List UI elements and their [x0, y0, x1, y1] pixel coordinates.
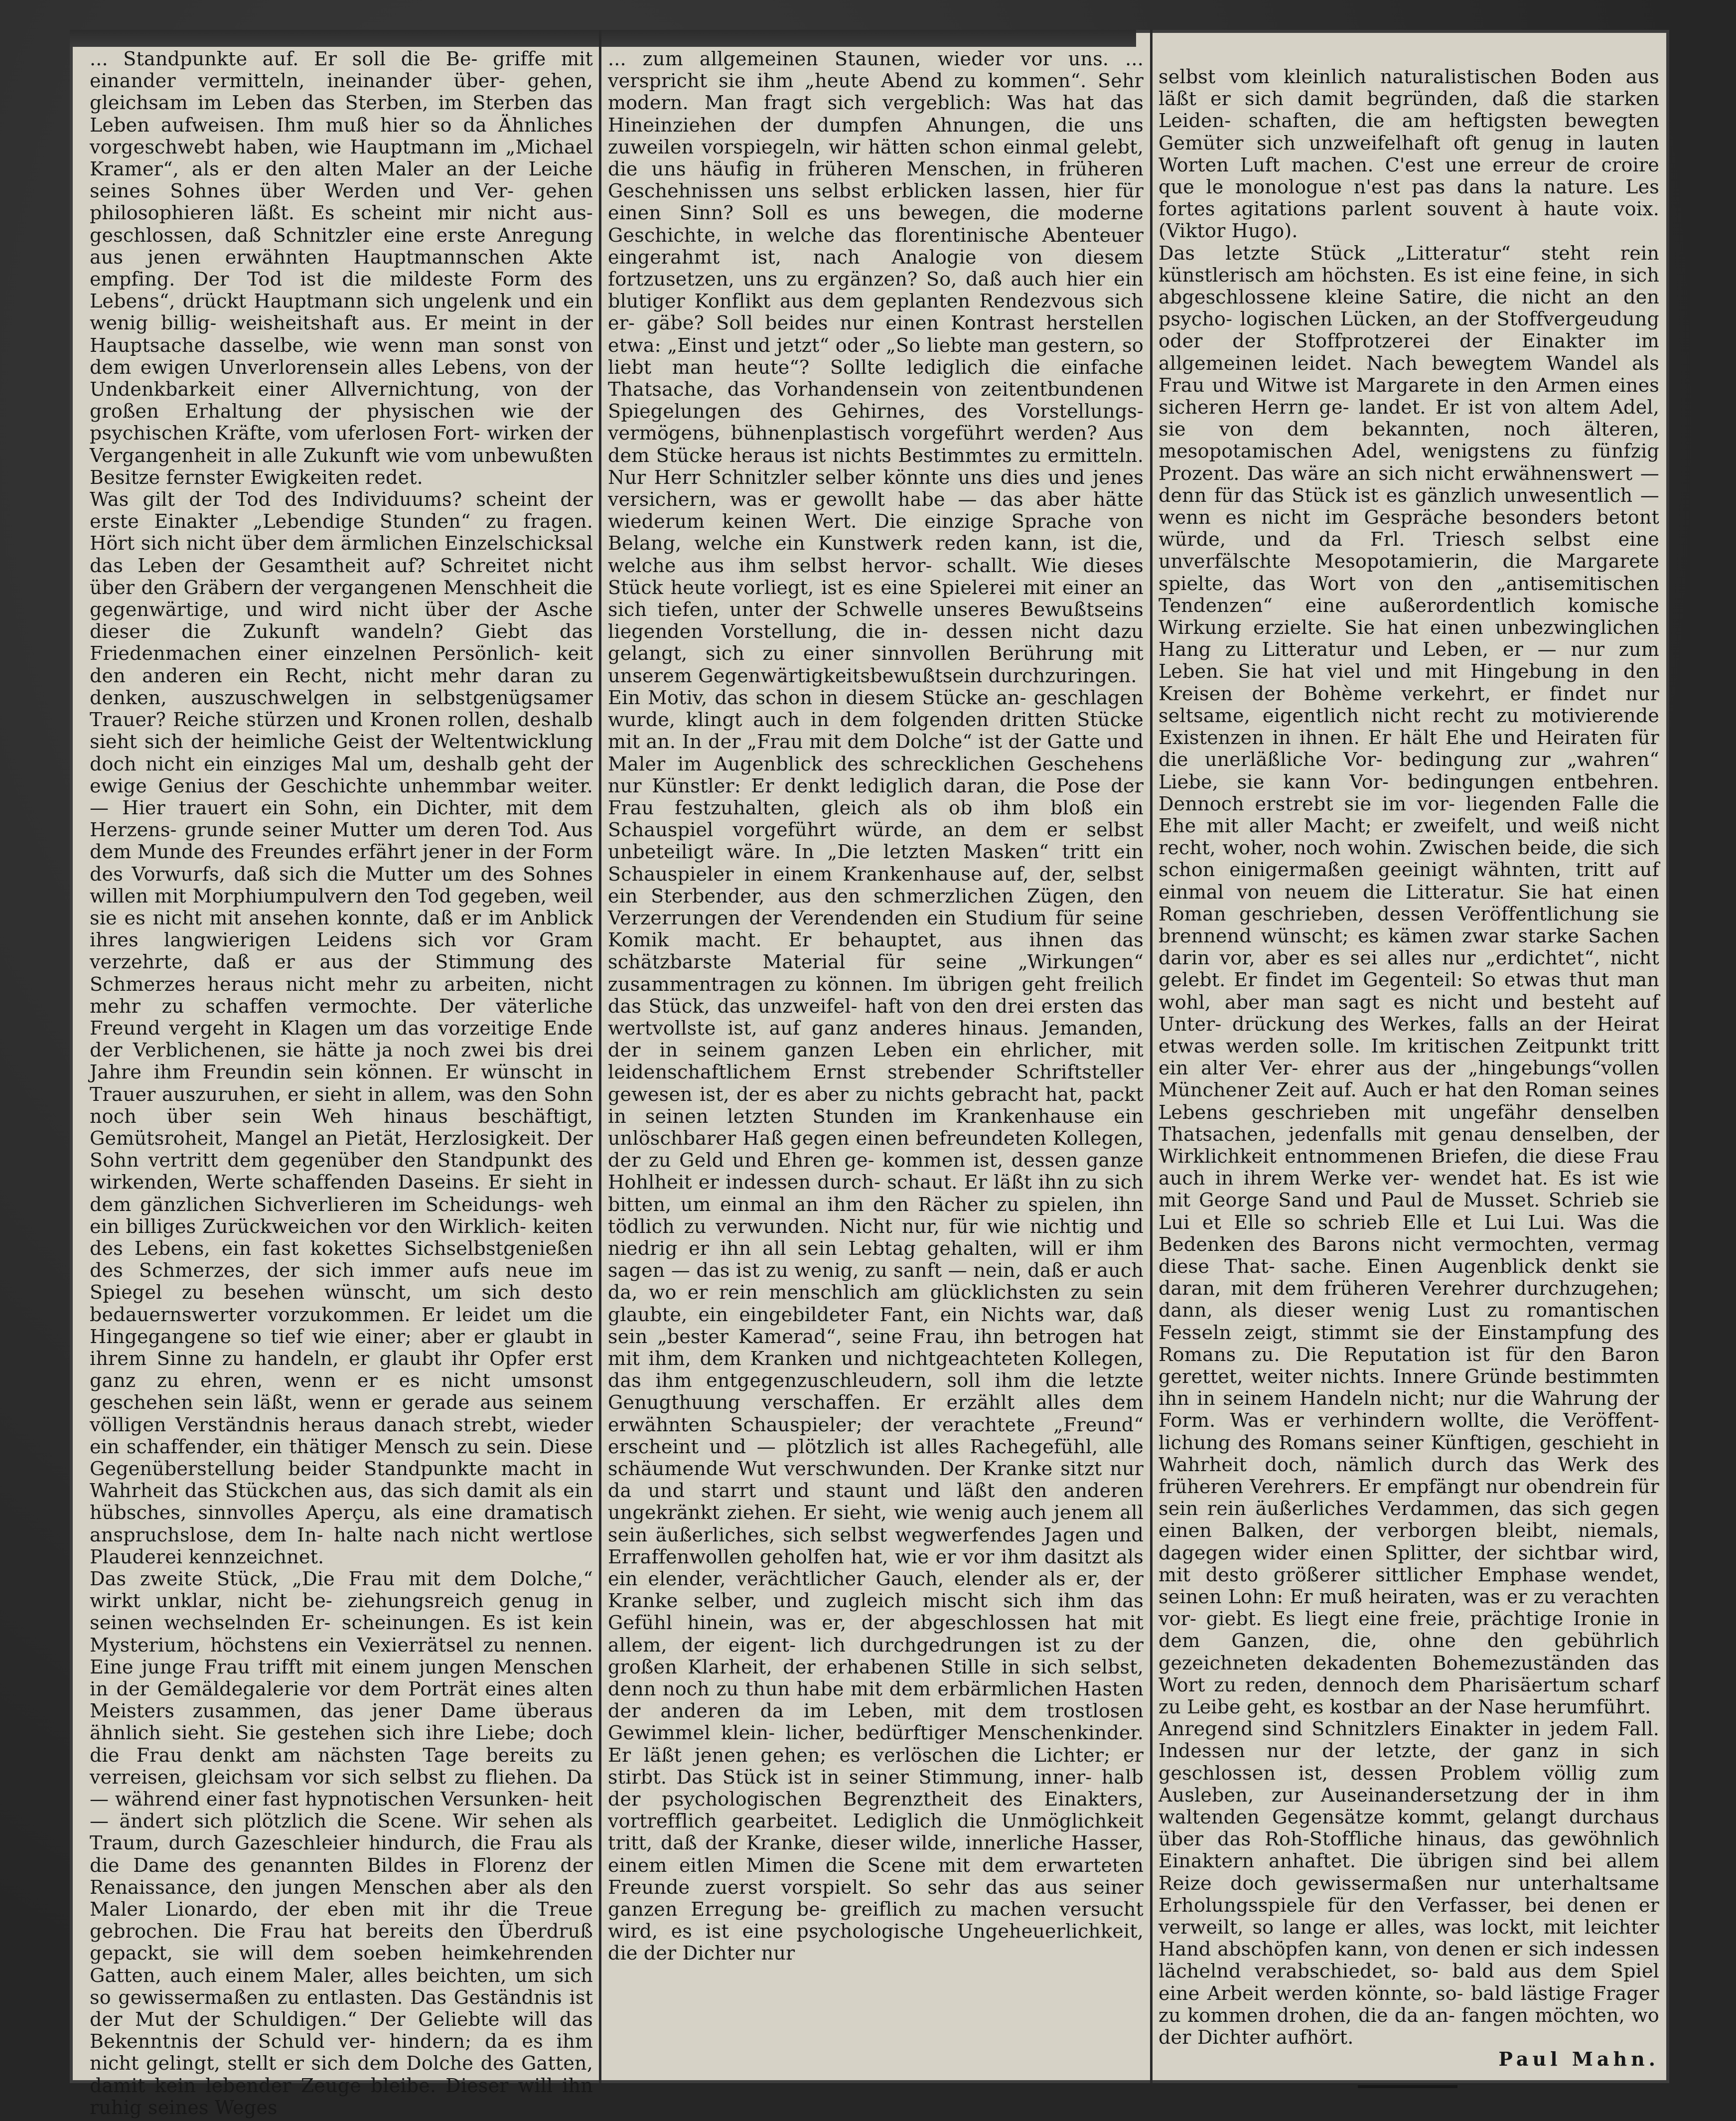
newspaper-clipping [70, 30, 1669, 2119]
column-left [90, 30, 593, 2119]
paragraph: Ein Motiv, das schon in diesem Stücke an- geschlagen wurde, klingt auch in dem folgenden dritten Stücke mit an. In der „Frau mit dem Dolche“ ist der Gatte und Maler im Augenblick des schrecklichen Geschehens nur Künstler: Er denkt lediglich daran, die Pose der Frau festzuhalten, gleich als ob ihm bloß ein Schauspiel vorgeführt würde, an dem er selbst unbeteiligt wäre. In „Die letzten Masken“ tritt ein Schauspieler in einem Krankenhause auf, der, selbst ein Sterbender, aus den schmerzlichen Zügen, den Verzerrungen der Verendenden ein Studium für seine Komik macht. Er behauptet, aus ihnen das schätzbarste Material für seine „Wirkungen“ zusammentragen zu können. Im übrigen geht freilich das Stück, das unzweifel- haft von den drei ersten das wertvollste ist, auf ganz anderes hinaus. Jemanden, der in seinem ganzen Leben ein ehrlicher, mit leidenschaftlichem Ernst strebender Schriftsteller gewesen ist, der es aber zu nichts gebracht hat, packt in seinen letzten Stunden im Krankenhause ein unlöschbarer Haß gegen einen befreundeten Kollegen, der zu Geld und Ehren ge- kommen ist, dessen ganze Hohlheit er indessen durch- schaut. Er läßt ihn zu sich bitten, um einmal an ihm den Rächer zu spielen, ihn tödlich zu verwunden. Nicht nur, für wie nichtig und niedrig er ihn all sein Lebtag gehalten, will er ihm sagen — das ist zu wenig, zu sanft — nein, daß er auch da, wo er rein menschlich am glücklichsten zu sein glaubte, ein eingebildeter Fant, ein Nichts war, daß sein „bester Kamerad“, seine Frau, ihn betrogen hat mit ihm, dem Kranken und nichtgeachteten Kollegen, das ihm entgegenzuschleudern, soll ihm die letzte Genugthuung verschaffen. Er erzählt alles dem erwähnten Schauspieler; der verachtete „Freund“ erscheint und — plötzlich ist alles Rachegefühl, alle schäumende Wut verschwunden. Der Kranke sitzt nur da und starrt und staunt und läßt den anderen ungekränkt ziehen. Er sieht, wie wenig auch jenem all sein äußerliches, sich selbst wegwerfendes Jagen und Erraffenwollen geholfen hat, wie er vor ihm dasitzt als ein elender, verächtlicher Gauch, elender als er, der Kranke selber, und zugleich mischt sich ihm das Gefühl hinein, was er, der abgeschlossen hat mit allem, der eigent- lich durchgedrungen ist zu der großen Klarheit, der erhabenen Stille in sich selbst, denn noch zu thun habe mit dem erbärmlichen Hasten der anderen da im Leben, mit dem trostlosen Gewimmel klein- licher, bedürftiger Menschenkinder. Er läßt jenen gehen; es verlöschen die Lichter; er stirbt. Das Stück ist in seiner Stimmung, inner- halb der psychologischen Begrenztheit des Einakters, vortrefflich gearbeitet. Lediglich die Unmöglichkeit tritt, daß der Kranke, dieser wilde, innerliche Hasser, einem eitlen Mimen die Scene mit dem erwarteten Freunde zuerst vorspielt. So sehr das aus seiner ganzen Erregung be- greiflich zu machen versucht wird, es ist eine psychologische Ungeheuerlichkeit, die der Dichter nur [608, 686, 1144, 1965]
paragraph: ... zum allgemeinen Staunen, wieder vor uns. ... verspricht sie ihm „heute Abend zu kommen“. Sehr modern. Man fragt sich vergeblich: Was hat das Hineinziehen der dumpfen Ahnungen, die uns zuweilen vorspiegeln, wir hätten schon einmal gelebt, die uns häufig in früheren Menschen, in früheren Geschehnissen uns selbst erblicken lassen, hier für einen Sinn? Soll es uns bewegen, die moderne Geschichte, in welche das florentinische Abenteuer eingerahmt ist, nach Analogie von diesem fortzusetzen, uns zu ergänzen? So, daß auch hier ein blutiger Konflikt aus dem geplanten Rendezvous sich er- gäbe? Soll beides nur einen Kontrast herstellen etwa: „Einst und jetzt“ oder „So liebte man gestern, so liebt man heute“? Sollte lediglich die einfache Thatsache, das Vorhandensein von zeitentbundenen Spiegelungen des Gehirnes, des Vorstellungs- vermögens, bühnenplastisch vorgeführt werden? Aus dem Stücke heraus ist nichts Bestimmtes zu ermitteln. Nur Herr Schnitzler selber könnte uns dies und jenes versichern, was er gewollt habe — das aber hätte wiederum keinen Wert. Die einzige Sprache von Belang, welche ein Kunstwerk reden kann, ist die, welche aus ihm selbst hervor- schallt. Wie dieses Stück heute vorliegt, ist es eine Spielerei mit einer an sich tiefen, unter der Schwelle unseres Bewußtseins liegenden Vorstellung, die in- dessen nicht dazu gelangt, sich zu einer sinnvollen Berührung mit unserem Gegenwärtigkeitsbewußtsein durchzuringen. [608, 48, 1144, 687]
paragraph: Was gilt der Tod des Individuums? scheint der erste Einakter „Lebendige Stunden“ zu fragen. Hört sich nicht über dem ärmlichen Einzelschicksal das Leben der Gesamtheit auf? Schreitet nicht über den Gräbern der vergangenen Menschheit die gegenwärtige, und wird nicht über der Asche dieser die Zukunft wandeln? Giebt das Friedenmachen einer einzelnen Persönlich- keit den anderen ein Recht, nicht mehr daran zu denken, auszuschwelgen in selbstgenügsamer Trauer? Reiche stürzen und Kronen rollen, deshalb sieht sich der heimliche Geist der Weltentwicklung doch nicht ein einziges Mal um, deshalb geht der ewige Genius der Geschichte unhemmbar weiter. — Hier trauert ein Sohn, ein Dichter, mit dem Herzens- grunde seiner Mutter um deren Tod. Aus dem Munde des Freundes erfährt jener in der Form des Vorwurfs, daß sich die Mutter um des Sohnes willen mit Morphiumpulvern den Tod gegeben, weil sie es nicht mit ansehen konnte, daß er im Anblick ihres langwierigen Leidens sich vor Gram verzehrte, daß er aus der Stimmung des Schmerzes heraus nicht mehr zu arbeiten, nicht mehr zu schaffen vermochte. Der väterliche Freund vergeht in Klagen um das vorzeitige Ende der Verblichenen, sie hätte ja noch zwei bis drei Jahre ihm Freundin sein können. Er wünscht in Trauer auszuruhen, er sieht in allem, was den Sohn noch über sein Weh hinaus beschäftigt, Gemütsroheit, Mangel an Pietät, Herzlosigkeit. Der Sohn vertritt dem gegenüber den Standpunkt des wirkenden, Werte schaffenden Daseins. Er sieht in dem gänzlichen Sichverlieren im Scheidungs- weh ein billiges Zurückweichen vor den Wirklich- keiten des Lebens, ein fast kokettes Sichselbstgenießen des Schmerzes, der sich immer aufs neue im Spiegel zu besehen wünscht, um sich desto bedauernswerter vorzukommen. Er leidet um die Hingegangene so tief wie einer; aber er glaubt in ihrem Sinne zu handeln, er glaubt ihr Opfer erst ganz zu ehren, wenn er es nicht umsonst geschehen sein läßt, wenn er gerade aus seinem völligen Verständnis heraus danach strebt, wieder ein schaffender, ein thätiger Mensch zu sein. Diese Gegenüberstellung beider Standpunkte macht in Wahrheit das Stückchen aus, das sich damit als ein hübsches, sinnvolles Aperçu, als eine dramatisch anspruchslose, dem In- halte nach nicht wertlose Plauderei kennzeichnet. [90, 488, 593, 1568]
column-divider [599, 30, 601, 2083]
column-right [1158, 30, 1659, 2083]
author-signature: Paul Mahn. [1498, 2048, 1659, 2071]
paragraph: Das letzte Stück „Litteratur“ steht rein künstlerisch am höchsten. Es ist eine feine, in sich abgeschlossene kleine Satire, die nicht an den psycho- logischen Lücken, an der Stoffvergeudung oder der Stoffprotzerei der Einakter im allgemeinen leidet. Nach bewegtem Wandel als Frau und Witwe ist Margarete in den Armen eines sicheren Herrn ge- landet. Er ist von altem Adel, sie von dem bekannten, noch älteren, mesopotamischen Adel, wenigstens zu fünfzig Prozent. Das wäre an sich nicht erwähnenswert — denn für das Stück ist es gänzlich unwesentlich — wenn es nicht im Gespräche besonders betont würde, und da Frl. Triesch selbst eine unverfälschte Mesopotamierin, die Margarete spielte, das Wort von den „antisemitischen Tendenzen“ eine außerordentlich komische Wirkung erzielte. Sie hat einen unbezwinglichen Hang zu Litteratur und Leben, er — nur zum Leben. Sie hat viel und mit Hingebung in den Kreisen der Bohème verkehrt, er findet nur seltsame, eigentlich nicht recht zu motivierende Existenzen in ihnen. Er hält Ehe und Heiraten für die unerläßliche Vor- bedingung zur „wahren“ Liebe, sie kann Vor- bedingungen entbehren. Dennoch erstrebt sie im vor- liegenden Falle die Ehe mit aller Macht; er zweifelt, und weiß nicht recht, woher, noch wohin. Zwischen beide, die sich schon einigermaßen geeinigt wähnten, tritt auf einmal von neuem die Litteratur. Sie hat einen Roman geschrieben, dessen Veröffentlichung sie brennend wünscht; es kämen zwar starke Sachen darin vor, aber es sei alles nur „erdichtet“, nicht gelebt. Er findet im Gegenteil: So etwas thut man wohl, aber man sagt es nicht und besteht auf Unter- drückung des Werkes, falls an der Heirat etwas werden solle. Im kritischen Zeitpunkt tritt ein alter Ver- ehrer aus der „hingebungs“vollen Münchener Zeit auf. Auch er hat den Roman seines Lebens geschrieben mit ungefähr denselben Thatsachen, jedenfalls mit genau denselben, der Wirklichkeit entnommenen Briefen, die diese Frau auch in ihrem Werke ver- wendet hat. Es ist wie mit George Sand und Paul de Musset. Schrieb sie Lui et Elle so schrieb Elle et Lui Lui. Was die Bedenken des Barons nicht vermochten, vermag diese That- sache. Einen Augenblick denkt sie daran, mit dem früheren Verehrer durchzugehen; dann, als dieser wenig Lust zu romantischen Fesseln zeigt, stimmt sie der Einstampfung des Romans zu. Die Reputation ist für den Baron gerettet, weiter nichts. Innere Gründe bestimmten ihn in seinem Handeln nicht; nur die Wahrung der Form. Was er verhindern wollte, die Veröffent- lichung des Romans seiner Künftigen, geschieht in Wahrheit doch, nämlich durch das Werk des früheren Verehrers. Er empfängt nur obendrein für sein rein äußerliches Verdammen, das sich gegen einen Balken, der verborgen bleibt, niemals, dagegen wider einen Splitter, der sichtbar wird, mit desto größerer sittlicher Emphase wendet, seinen Lohn: Er muß heiraten, was er zu verachten vor- giebt. Es liegt eine freie, prächtige Ironie in dem Ganzen, die, ohne den gebührlich gezeichneten dekadenten Bohemezuständen das Wort zu reden, dennoch dem Pharisäertum scharf zu Leibe geht, es kostbar an der Nase herumführt. [1158, 242, 1659, 1718]
column-divider [1150, 30, 1153, 2083]
paragraph: selbst vom kleinlich naturalistischen Boden aus läßt er sich damit begründen, daß die starken Leiden- schaften, die am heftigsten bewegten Gemüter sich unzweifelhaft oft genug in lauten Worten Luft machen. C'est une erreur de croire que le monologue n'est pas dans la nature. Les fortes agitations parlent souvent à haute voix. (Viktor Hugo). [1158, 66, 1659, 242]
column-middle [608, 30, 1144, 2083]
paragraph: ... Standpunkte auf. Er soll die Be- griffe mit einander vermitteln, ineinander über- gehen, gleichsam im Leben das Sterben, im Sterben das Leben aufweisen. Ihm muß hier so da Ähnliches vorgeschwebt haben, wie Hauptmann im „Michael Kramer“, als er den alten Maler an der Leiche seines Sohnes über Werden und Ver- gehen philosophieren läßt. Es scheint mir nicht aus- geschlossen, daß Schnitzler eine erste Anregung aus jenen erwähnten Hauptmannschen Akte empfing. Der Tod ist die mildeste Form des Lebens“, drückt Hauptmann sich ungelenk und ein wenig billig- weisheitshaft aus. Er meint in der Hauptsache dasselbe, wie wenn man sonst von dem ewigen Unverlorensein alles Lebens, von der Undenkbarkeit einer Allvernichtung, von der großen Erhaltung der physischen wie der psychischen Kräfte, vom uferlosen Fort- wirken der Vergangenheit in alle Zukunft wie vom unbewußten Besitze fernster Ewigkeiten redet. [90, 48, 593, 488]
end-rule [1358, 2085, 1457, 2088]
paragraph: Anregend sind Schnitzlers Einakter in jedem Fall. Indessen nur der letzte, der ganz in sich geschlossen ist, dessen Problem völlig zum Ausleben, zur Auseinandersetzung der in ihm waltenden Gegensätze kommt, gelangt durchaus über das Roh-Stoffliche hinaus, das gewöhnlich Einaktern anhaftet. Die übrigen sind bei allem Reize doch gewissermaßen nur unterhaltsame Erholungsspiele für den Verfasser, bei denen er verweilt, so lange er alles, was lockt, mit leichter Hand abschöpfen kann, von denen er sich indessen lächelnd verabschiedet, so- bald aus dem Spiel eine Arbeit werden könnte, so- bald lästige Frager zu kommen drohen, die da an- fangen möchten, wo der Dichter aufhört. [1158, 1718, 1659, 2049]
paragraph: Das zweite Stück, „Die Frau mit dem Dolche,“ wirkt unklar, nicht be- ziehungsreich genug in seinen wechselnden Er- scheinungen. Es ist kein Mysterium, höchstens ein Vexierrätsel zu nennen. Eine junge Frau trifft mit einem jungen Menschen in der Gemäldegalerie vor dem Porträt eines alten Meisters zusammen, das jener Dame überaus ähnlich sieht. Sie gestehen sich ihre Liebe; doch die Frau denkt am nächsten Tage bereits zu verreisen, gleichsam vor sich selbst zu fliehen. Da — während einer fast hypnotischen Versunken- heit — ändert sich plötzlich die Scene. Wir sehen als Traum, durch Gazeschleier hindurch, die Frau als die Dame des genannten Bildes in Florenz der Renaissance, den jungen Menschen aber als den Maler Lionardo, der eben mit ihr die Treue gebrochen. Die Frau hat bereits den Überdruß gepackt, sie will dem soeben heimkehrenden Gatten, auch einem Maler, alles beichten, um sich so gewissermaßen zu entlasten. Das Geständnis ist der Mut der Schuldigen.“ Der Geliebte will das Bekenntnis der Schuld ver- hindern; da es ihm nicht gelingt, stellt er sich dem Dolche des Gatten, damit kein lebender Zeuge bleibe. Dieser will ihn ruhig seines Weges [90, 1568, 593, 2119]
